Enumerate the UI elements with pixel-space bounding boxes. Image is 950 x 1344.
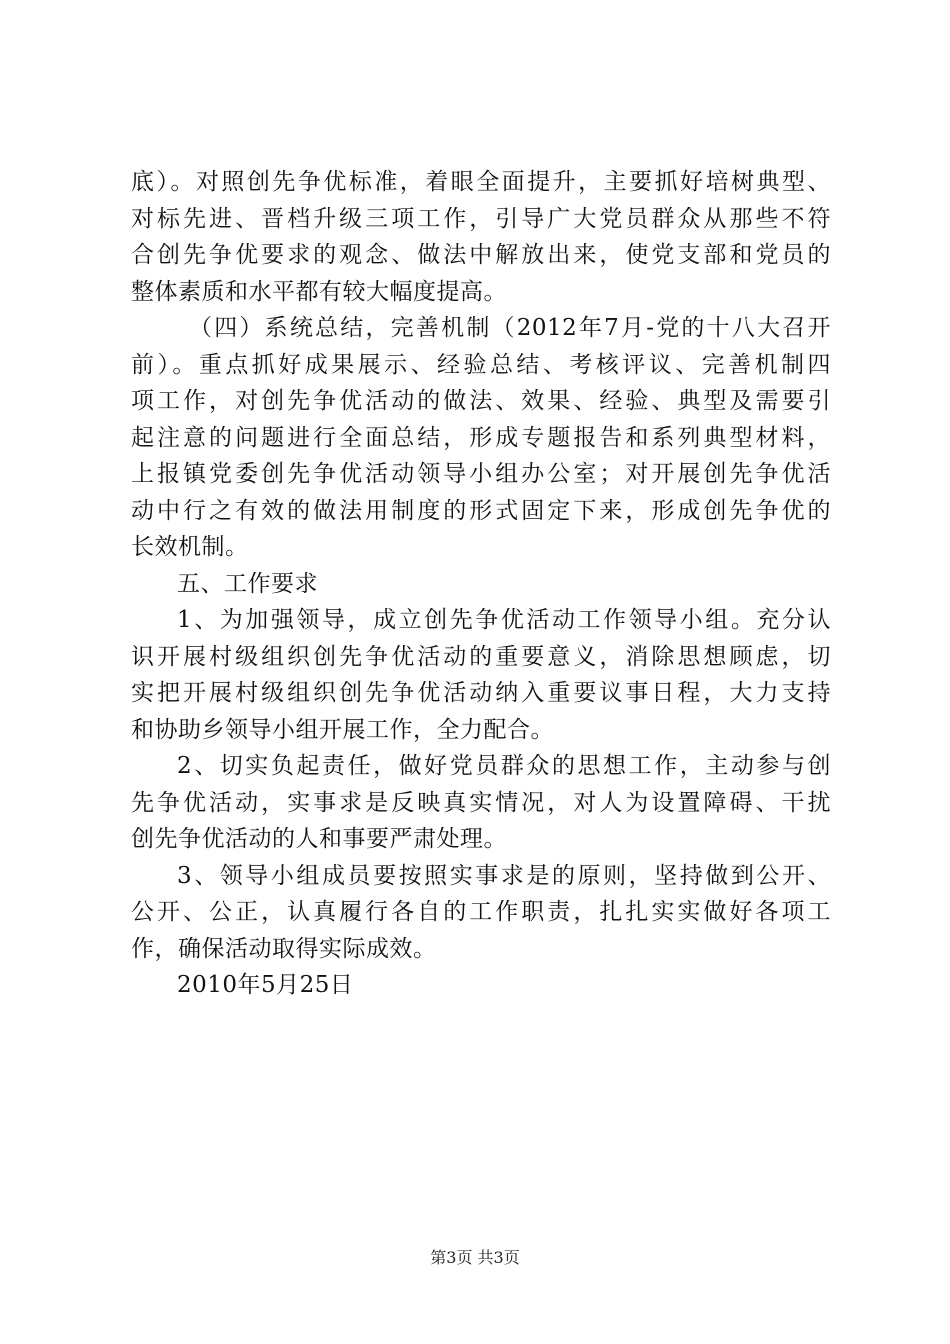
text-line: 创先争优活动的人和事要严肃处理。 <box>131 826 507 852</box>
text-line: 对标先进、晋档升级三项工作，引导广大党员群众从那些不符 <box>131 205 831 232</box>
text-line: 实把开展村级组织创先争优活动纳入重要议事日程，大力支持 <box>131 680 831 706</box>
text-line: 公开、公正，认真履行各自的工作职责，扎扎实实做好各项工 <box>131 899 831 925</box>
document-body <box>131 164 831 1004</box>
text-line: 识开展村级组织创先争优活动的重要意义，消除思想顾虑，切 <box>131 643 831 670</box>
text-line: 动中行之有效的做法用制度的形式固定下来，形成创先争优的 <box>131 497 831 524</box>
text-line: 底）。对照创先争优标准，着眼全面提升，主要抓好培树典型、 <box>131 169 831 195</box>
text-line: 整体素质和水平都有较大幅度提高。 <box>131 278 507 305</box>
text-line: 起注意的问题进行全面总结，形成专题报告和系列典型材料， <box>131 424 831 451</box>
page-number-footer: 第3页 共3页 <box>430 1248 520 1267</box>
section-heading: 五、工作要求 <box>177 570 318 597</box>
text-line: 前）。重点抓好成果展示、经验总结、考核评议、完善机制四 <box>131 351 831 378</box>
text-line: 合创先争优要求的观念、做法中解放出来，使党支部和党员的 <box>131 242 831 268</box>
section-heading-line: （四）系统总结，完善机制（2012年7月-党的十八大召开 <box>189 315 831 341</box>
text-line: 2、切实负起责任，做好党员群众的思想工作，主动参与创 <box>177 753 831 779</box>
text-line: 项工作，对创先争优活动的做法、效果、经验、典型及需要引 <box>131 388 831 414</box>
text-line: 长效机制。 <box>131 534 249 560</box>
text-line: 1、为加强领导，成立创先争优活动工作领导小组。充分认 <box>177 607 831 633</box>
document-date: 2010年5月25日 <box>177 972 354 998</box>
text-line: 先争优活动，实事求是反映真实情况，对人为设置障碍、干扰 <box>131 789 831 816</box>
text-line: 3、领导小组成员要按照实事求是的原则，坚持做到公开、 <box>177 862 831 889</box>
text-line: 作，确保活动取得实际成效。 <box>131 935 437 962</box>
text-line: 和协助乡领导小组开展工作，全力配合。 <box>131 716 554 743</box>
text-line: 上报镇党委创先争优活动领导小组办公室；对开展创先争优活 <box>131 461 831 487</box>
